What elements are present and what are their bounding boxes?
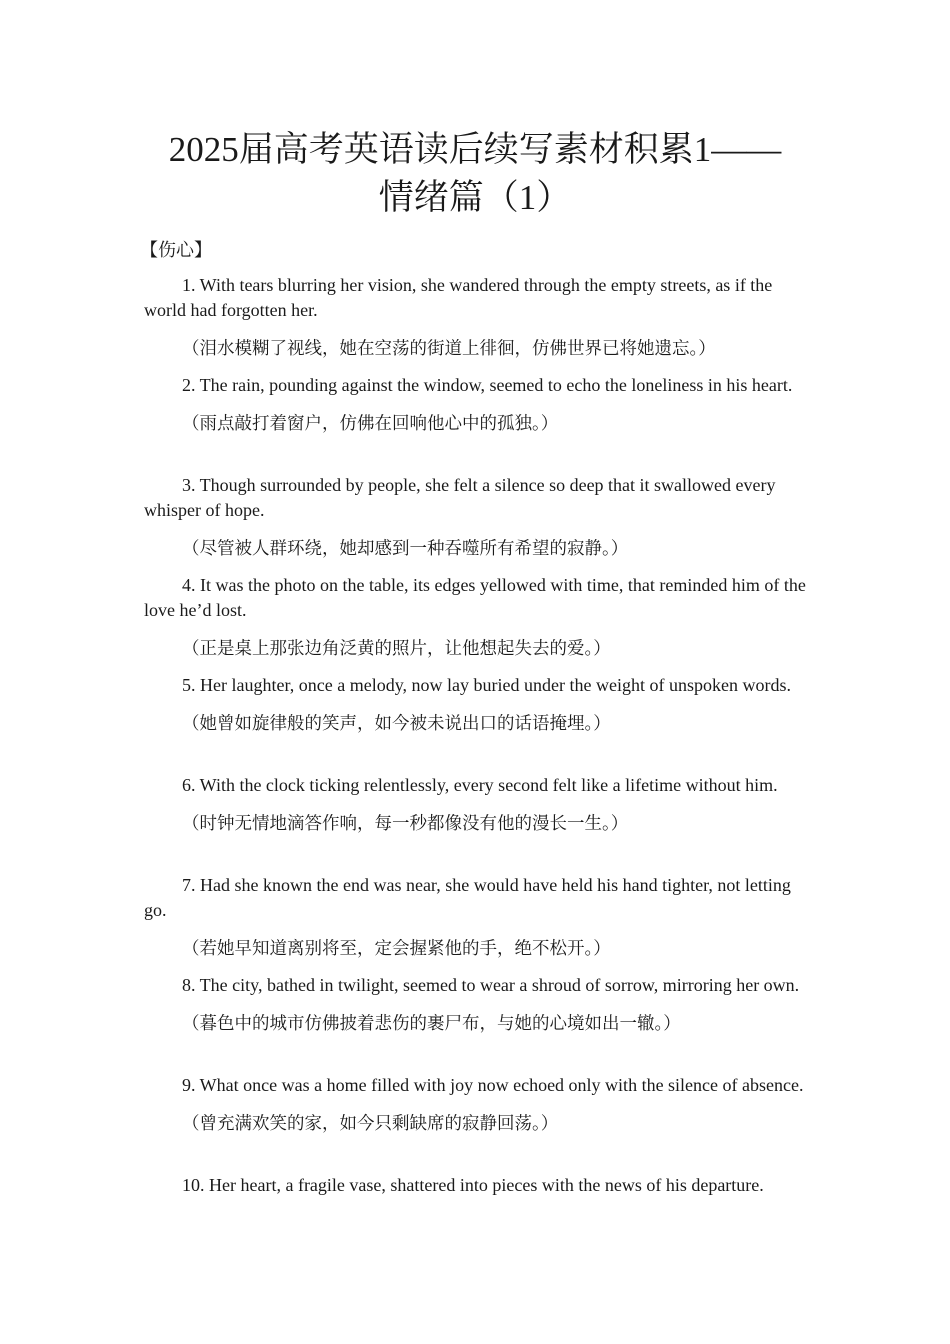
chinese-translation: （若她早知道离别将至，定会握紧他的手，绝不松开。）: [182, 938, 611, 958]
list-item: [144, 1173, 808, 1273]
chinese-translation: （正是桌上那张边角泛黄的照片，让他想起失去的爱。）: [182, 638, 611, 658]
chinese-translation: （泪水模糊了视线，她在空荡的街道上徘徊，仿佛世界已将她遗忘。）: [182, 338, 716, 358]
english-sentence: 8. The city, bathed in twilight, seemed to wear a shroud of sorrow, mirroring her own.: [182, 975, 800, 995]
list-item: [144, 973, 808, 1073]
page-title: [120, 126, 830, 222]
english-sentence: 3. Though surrounded by people, she felt a silence so deep that it swallowed every whisper of hope.: [144, 475, 776, 520]
list-item: [144, 773, 808, 873]
list-item: [144, 373, 808, 473]
chinese-translation: （曾充满欢笑的家，如今只剩缺席的寂静回荡。）: [182, 1113, 559, 1133]
english-sentence: 10. Her heart, a fragile vase, shattered into pieces with the news of his departure.: [182, 1175, 764, 1195]
list-item: [144, 273, 808, 373]
sentence-list: [144, 273, 808, 1273]
list-item: [144, 573, 808, 673]
english-sentence: 2. The rain, pounding against the window, seemed to echo the loneliness in his heart.: [182, 375, 793, 395]
section-heading: 【伤心】: [140, 240, 212, 260]
list-item: [144, 1073, 808, 1173]
english-sentence: 9. What once was a home filled with joy now echoed only with the silence of absence.: [182, 1075, 804, 1095]
page-title-line-2: 情绪篇（1）: [378, 178, 572, 217]
english-sentence: 1. With tears blurring her vision, she wandered through the empty streets, as if the world had forgotten her.: [144, 275, 773, 320]
english-sentence: 5. Her laughter, once a melody, now lay buried under the weight of unspoken words.: [182, 675, 791, 695]
page-title-line-1: 2025届高考英语读后续写素材积累1——: [168, 130, 782, 169]
english-sentence: 6. With the clock ticking relentlessly, every second felt like a lifetime without him.: [182, 775, 778, 795]
list-item: [144, 473, 808, 573]
chinese-translation: （雨点敲打着窗户，仿佛在回响他心中的孤独。）: [182, 413, 559, 433]
chinese-translation: （时钟无情地滴答作响，每一秒都像没有他的漫长一生。）: [182, 813, 629, 833]
list-item: [144, 673, 808, 773]
chinese-translation: （她曾如旋律般的笑声，如今被未说出口的话语掩埋。）: [182, 713, 611, 733]
chinese-translation: （暮色中的城市仿佛披着悲伤的裹尸布，与她的心境如出一辙。）: [182, 1013, 681, 1033]
english-sentence: 7. Had she known the end was near, she would have held his hand tighter, not letting go.: [144, 875, 791, 920]
english-sentence: 4. It was the photo on the table, its edges yellowed with time, that reminded him of the love he’d lost.: [144, 575, 806, 620]
chinese-translation: （尽管被人群环绕，她却感到一种吞噬所有希望的寂静。）: [182, 538, 629, 558]
list-item: [144, 873, 808, 973]
